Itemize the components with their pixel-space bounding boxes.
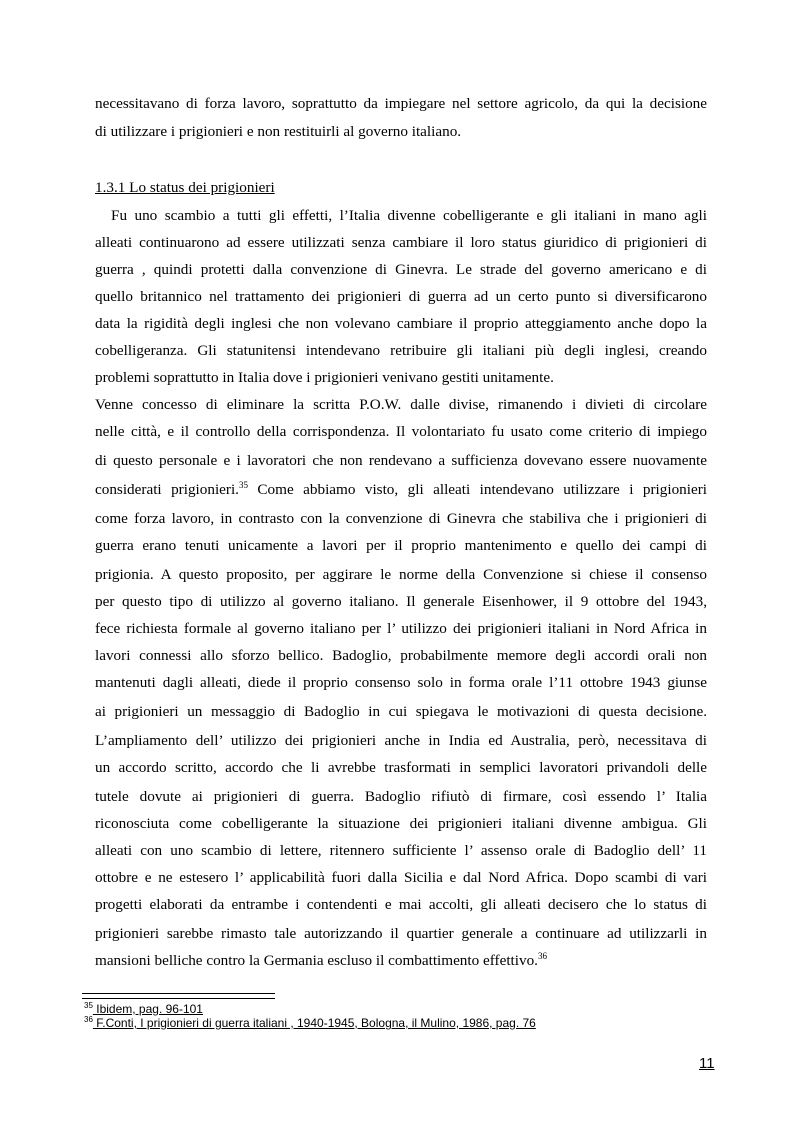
body-line-4: quello britannico nel trattamento dei prigionieri di guerra ad un certo punto si diversificarono [95, 288, 707, 305]
body-line-10: di questo personale e i lavoratori che non rendevano a sufficienza dovevano essere nuovamente [95, 452, 707, 469]
body-line-11-end: Come abbiamo visto, gli alleati intendevano utilizzare i prigionieri [257, 481, 707, 498]
body-line-22: tutele dovute ai prigionieri di guerra. Badoglio rifiutò di firmare, così essendo l’ Italia [95, 788, 707, 805]
footnote-separator-bottom [82, 998, 275, 999]
intro-line-2: di utilizzare i prigionieri e non restituirli al governo italiano. [95, 123, 462, 140]
body-line-11-start: considerati prigionieri. [95, 481, 239, 498]
body-line-28-text: mansioni belliche contro la Germania escluso il combattimento effettivo. [95, 952, 538, 969]
footnote-separator-top [82, 993, 275, 994]
body-line-1: Fu uno scambio a tutti gli effetti, l’Italia divenne cobelligerante e gli italiani in mano agli [111, 207, 707, 224]
footnote-36 [84, 1016, 536, 1030]
body-line-3: guerra , quindi protetti dalla convenzione di Ginevra. Le strade del governo americano e di [95, 261, 707, 278]
body-line-18: mantenuti dagli alleati, diede il proprio consenso solo in forma orale l’11 ottobre 1943 giunse [95, 674, 707, 691]
body-line-9: nelle città, e il controllo della corrispondenza. Il volontariato fu usato come criterio di impiego [95, 423, 707, 440]
body-line-28 [95, 951, 707, 971]
body-line-15: per questo tipo di utilizzo al governo italiano. Il generale Eisenhower, il 9 ottobre del 1943, [95, 593, 707, 610]
body-line-11 [95, 480, 707, 500]
body-line-21: un accordo scritto, accordo che li avrebbe trasformati in semplici lavoratori privandoli delle [95, 759, 707, 776]
footnote-text-36[interactable]: F.Conti, I prigionieri di guerra italiani , 1940-1945, Bologna, il Mulino, 1986, pag. 76 [92, 1016, 536, 1030]
page-number: 11 [699, 1055, 715, 1072]
body-line-8: Venne concesso di eliminare la scritta P.O.W. dalle divise, rimanendo i divieti di circolare [95, 396, 707, 413]
body-line-2: alleati continuarono ad essere utilizzati senza cambiare il loro status giuridico di prigionieri di [95, 234, 707, 251]
footnote-text-35[interactable]: Ibidem, pag. 96-101 [92, 1002, 203, 1016]
body-line-26: progetti elaborati da entrambe i contendenti e mai accolti, gli alleati decisero che lo status di [95, 896, 707, 913]
body-line-17: lavori connessi allo sforzo bellico. Badoglio, probabilmente memore degli accordi orali non [95, 647, 707, 664]
body-line-14: prigionia. A questo proposito, per aggirare le norme della Convenzione si chiese il consenso [95, 566, 707, 583]
footnote-35 [84, 1002, 203, 1016]
body-line-25: ottobre e ne estesero l’ applicabilità fuori dalla Sicilia e dal Nord Africa. Dopo scambi di vari [95, 869, 707, 886]
footnote-number-35: 35 [84, 1001, 93, 1010]
body-line-6: cobelligeranza. Gli statunitensi intendevano retribuire gli italiani più degli inglesi, creando [95, 342, 707, 359]
body-line-27: prigionieri sarebbe rimasto tale autorizzando il quartier generale a continuare ad utilizzarli in [95, 925, 707, 942]
body-line-12: come forza lavoro, in contrasto con la convenzione di Ginevra che stabiliva che i prigionieri di [95, 510, 707, 527]
section-heading: 1.3.1 Lo status dei prigionieri [95, 179, 275, 196]
body-line-19: ai prigionieri un messaggio di Badoglio in cui spiegava le motivazioni di questa decisione. [95, 703, 707, 720]
body-line-20: L’ampliamento dell’ utilizzo dei prigionieri anche in India ed Australia, però, necessitava di [95, 732, 707, 749]
intro-line-1: necessitavano di forza lavoro, soprattutto da impiegare nel settore agricolo, da qui la decisione [95, 95, 707, 112]
body-line-23: riconosciuta come cobelligerante la situazione dei prigionieri italiani divenne ambigua. Gli [95, 815, 707, 832]
footnote-number-36: 36 [84, 1015, 93, 1024]
body-line-24: alleati con uno scambio di lettere, ritennero sufficiente l’ assenso orale di Badoglio dell’ 11 [95, 842, 707, 859]
body-line-7: problemi soprattutto in Italia dove i prigionieri venivano gestiti unitamente. [95, 369, 554, 386]
footnote-ref-35[interactable]: 35 [238, 480, 248, 490]
body-line-13: guerra erano tenuti unicamente a lavori per il proprio mantenimento e quello dei campi di [95, 537, 707, 554]
footnote-ref-36[interactable]: 36 [537, 951, 547, 961]
body-line-5: data la rigidità degli inglesi che non volevano cambiare il proprio atteggiamento anche dopo la [95, 315, 707, 332]
body-line-16: fece richiesta formale al governo italiano per l’ utilizzo dei prigionieri italiani in Nord Africa in [95, 620, 707, 637]
